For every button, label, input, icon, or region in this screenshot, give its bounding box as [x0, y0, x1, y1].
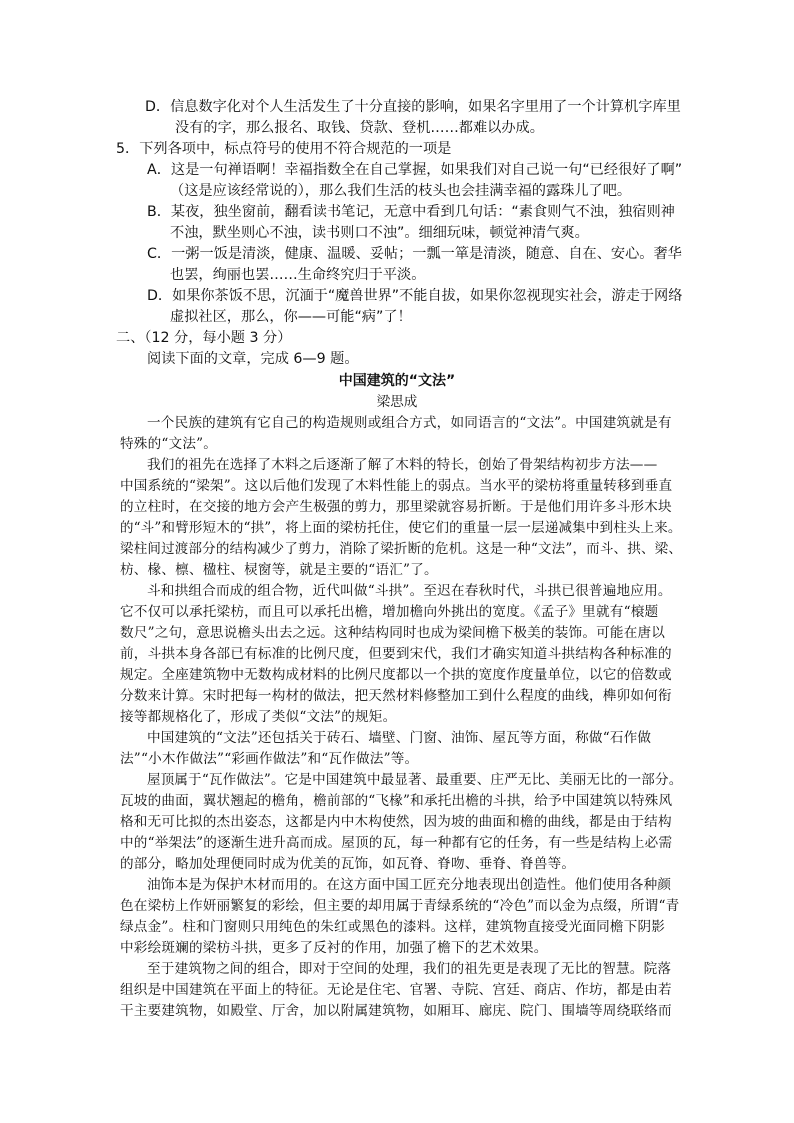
- article-line: 枋、椽、檩、楹柱、棂窗等，就是主要的“语汇”了。: [120, 562, 438, 578]
- section-instruction: 阅读下面的文章，完成 6—9 题。: [147, 351, 359, 367]
- article-line: 梁柱间过渡部分的结构减少了剪力，消除了梁折断的危机。这是一种“文法”，而斗、拱、梁、: [120, 541, 683, 557]
- q5-option-b-line1: B．某夜，独坐窗前，翻看读书笔记，无意中看到几句话：“素食则气不浊，独宿则神: [147, 204, 675, 220]
- article-line: 规定。全座建筑物中无数构成材料的比例尺度都以一个拱的宽度作度量单位，以它的倍数或: [120, 667, 672, 683]
- article-line: 组织是中国建筑在平面上的特征。无论是住宅、官署、寺院、宫廷、商店、作坊，都是由若: [120, 982, 672, 998]
- article-line: 中国建筑的“文法”还包括关于砖石、墙壁、门窗、油饰、屋瓦等方面，称做“石作做: [147, 730, 652, 746]
- article-line: 一个民族的建筑有它自己的构造规则或组合方式，如同语言的“文法”。中国建筑就是有: [147, 415, 672, 431]
- article-line: 绿点金”。柱和门窗则只用纯色的朱红或黑色的漆料。这样，建筑物直接受光面同檐下阴影: [120, 919, 666, 935]
- article-author: 梁思成: [376, 394, 418, 410]
- article-line: 分数来计算。宋时把每一构材的做法，把天然材料修整加工到什么程度的曲线，榫卯如何衔: [120, 688, 672, 704]
- article-line: 中彩绘斑斓的梁枋斗拱，更多了反衬的作用，加强了檐下的艺术效果。: [120, 940, 548, 956]
- section-heading: 二、（12 分，每小题 3 分）: [116, 330, 292, 346]
- article-line: 的部分，略加处理便同时成为优美的瓦饰，如瓦脊、脊吻、垂脊、脊兽等。: [120, 856, 576, 872]
- q5-option-d-line2: 虚拟社区，那么，你——可能“病”了！: [170, 309, 412, 325]
- article-line: 数尺”之句，意思说檐头出去之远。这种结构同时也成为梁间檐下极美的装饰。可能在唐以: [120, 625, 666, 641]
- article-line: 的“斗”和臂形短木的“拱”，将上面的梁枋托住，使它们的重量一层一层递减集中到柱头上来。: [120, 520, 682, 536]
- q4-option-d-line1: D．信息数字化对个人生活发生了十分直接的影响，如果名字里用了一个计算机字库里: [145, 99, 681, 115]
- article-line: 干主要建筑物，如殿堂、厅舍，加以附属建筑物，如厢耳、廊庑、院门、围墙等周绕联络而: [120, 1003, 672, 1019]
- q5-option-a-line2: （这是应该经常说的），那么我们生活的枝头也会挂满幸福的露珠儿了吧。: [170, 183, 632, 199]
- article-line: 它不仅可以承托梁枋，而且可以承托出檐，增加檐向外挑出的宽度。《孟子》里就有“榱题: [120, 604, 659, 620]
- q5-option-d-line1: D．如果你茶饭不思，沉湎于“魔兽世界”不能自拔，如果你忽视现实社会，游走于网络: [147, 288, 683, 304]
- q5-stem: 5．下列各项中，标点符号的使用不符合规范的一项是: [116, 141, 452, 157]
- q5-option-a-line1: A．这是一句禅语啊！幸福指数全在自己掌握，如果我们对自己说一句“已经很好了啊”: [147, 162, 683, 178]
- article-line: 斗和拱组合而成的组合物，近代叫做“斗拱”。至迟在春秋时代，斗拱已很普遍地应用。: [147, 583, 672, 599]
- article-line: 油饰本是为保护木材而用的。在这方面中国工匠充分地表现出创造性。他们使用各种颜: [147, 877, 672, 893]
- article-line: 色在梁枋上作妍丽繁复的彩绘，但主要的却用属于青绿系统的“冷色”而以金为点缀，所谓“青: [120, 898, 680, 914]
- article-line: 的立柱时，在交接的地方会产生极强的剪力，那里梁就容易折断。于是他们用许多斗形木块: [120, 499, 672, 515]
- article-line: 法”“小木作做法”“彩画作做法”和“瓦作做法”等。: [120, 751, 419, 767]
- article-line: 特殊的“文法”。: [120, 436, 218, 452]
- article-line: 前，斗拱本身各部已有标准的比例尺度，但要到宋代，我们才确实知道斗拱结构各种标准的: [120, 646, 672, 662]
- article-line: 格和无可比拟的杰出姿态，这都是内中木构使然，因为坡的曲面和檐的曲线，都是由于结构: [120, 814, 672, 830]
- article-line: 屋顶属于“瓦作做法”。它是中国建筑中最显著、最重要、庄严无比、美丽无比的一部分。: [147, 772, 683, 788]
- article-line: 瓦坡的曲面，翼状翘起的檐角，檐前部的“飞椽”和承托出檐的斗拱，给予中国建筑以特殊风: [120, 793, 673, 809]
- article-line: 中的“举架法”的逐渐生进升高而成。屋顶的瓦，每一种都有它的任务，有一些是结构上必需: [120, 835, 673, 851]
- article-line: 接等都规格化了，形成了类似“文法”的规矩。: [120, 709, 397, 725]
- q5-option-c-line1: C．一粥一饭是清淡，健康、温暖、妥帖；一瓢一箪是清淡，随意、自在、安心。奢华: [147, 246, 682, 262]
- q5-option-c-line2: 也罢，绚丽也罢……生命终究归于平淡。: [170, 267, 426, 283]
- q5-option-b-line2: 不浊，默坐则心不浊，读书则口不浊”。细细玩味，顿觉神清气爽。: [170, 225, 589, 241]
- q4-option-d-line2: 没有的字，那么报名、取钱、贷款、登机……都难以办成。: [175, 120, 544, 136]
- article-line: 我们的祖先在选择了木料之后逐渐了解了木料的特长，创始了骨架结构初步方法——: [147, 457, 658, 473]
- article-title: 中国建筑的“文法”: [338, 373, 456, 389]
- article-line: 至于建筑物之间的组合，即对于空间的处理，我们的祖先更是表现了无比的智慧。院落: [147, 961, 672, 977]
- article-line: 中国系统的“梁架”。这以后他们发现了木料性能上的弱点。当水平的梁枋将重量转移到垂直: [120, 478, 673, 494]
